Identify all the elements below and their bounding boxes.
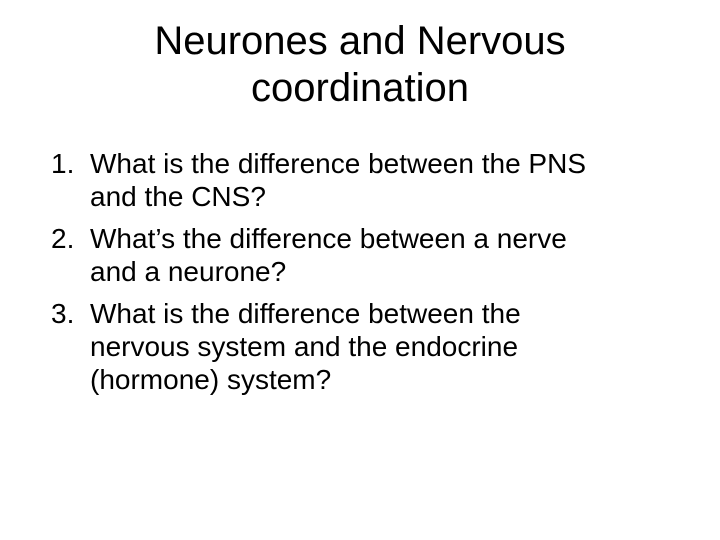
question-text-line: nervous system and the endocrine <box>90 331 519 362</box>
question-text-line: What’s the difference between a nerve <box>90 223 567 254</box>
question-number: 1. <box>51 148 75 179</box>
question-text-line: and the CNS? <box>90 181 266 212</box>
question-number: 3. <box>51 298 75 329</box>
question-item-2 <box>48 222 708 288</box>
question-item-3 <box>48 297 708 396</box>
title-line: Neurones and Nervous <box>154 19 566 63</box>
slide-title <box>36 18 684 112</box>
question-text-line: What is the difference between the PNS <box>90 148 586 179</box>
question-list <box>48 147 708 405</box>
question-text-line: (hormone) system? <box>90 364 332 395</box>
question-item-1 <box>48 147 708 213</box>
question-text-line: What is the difference between the <box>90 298 521 329</box>
title-line: coordination <box>251 66 469 110</box>
question-text-line: and a neurone? <box>90 256 287 287</box>
question-number: 2. <box>51 223 75 254</box>
